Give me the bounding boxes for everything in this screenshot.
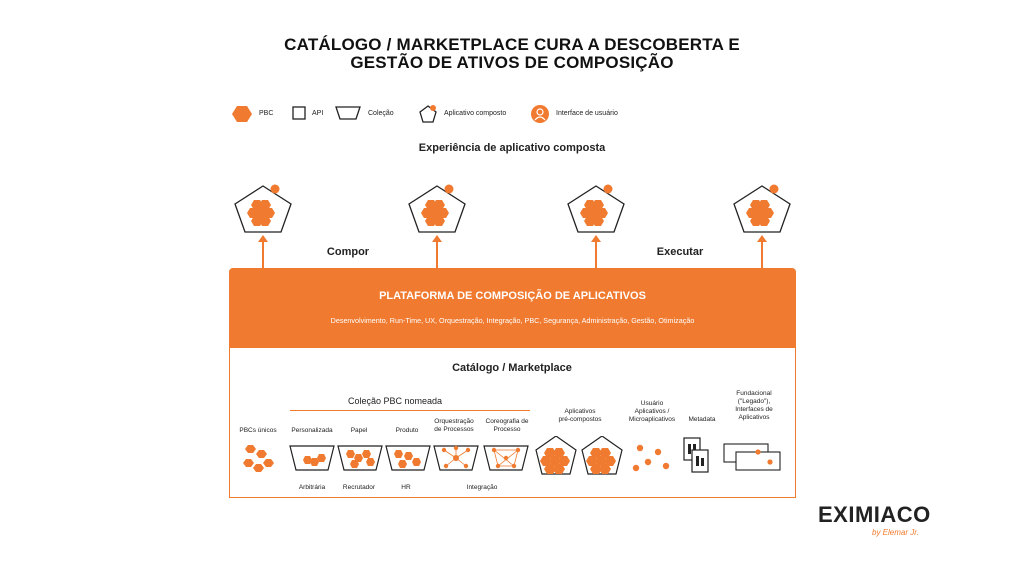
legacy-interfaces <box>724 444 780 470</box>
legend-interface-label: Interface de usuário <box>556 110 618 117</box>
title-line-1: CATÁLOGO / MARKETPLACE CURA A DESCOBERTA E <box>284 35 740 54</box>
legend <box>232 104 652 124</box>
hr-label: HR <box>401 484 411 491</box>
usuario-label <box>620 400 684 424</box>
platform-title: PLATAFORMA DE COMPOSIÇÃO DE APLICATIVOS <box>379 290 646 302</box>
orquestracao-line-1: Orquestração <box>434 418 474 425</box>
orquestracao-line-2: de Processos <box>434 426 474 433</box>
catalog-heading: Catálogo / Marketplace <box>452 362 572 374</box>
orquestracao-collection <box>434 446 478 470</box>
fundacional-line-2: ("Legado"), <box>737 398 771 405</box>
metadata-docs <box>684 438 708 472</box>
platform-subtitle: Desenvolvimento, Run-Time, UX, Orquestração, Integração, PBC, Segurança, Administração, Gestão, Otimização <box>330 316 695 325</box>
personalizada-label: Personalizada <box>291 427 333 434</box>
fundacional-line-4: Aplicativos <box>738 414 770 421</box>
pbc-unicos-hexagons <box>243 445 274 472</box>
title-line-2: GESTÃO DE ATIVOS DE COMPOSIÇÃO <box>350 53 674 72</box>
usuario-line-2: Aplicativos / <box>634 408 670 415</box>
pre-compostos-line-1: Aplicativos <box>564 408 596 415</box>
personalizada-collection <box>290 446 334 470</box>
pbcs-unicos-label: PBCs únicos <box>239 427 277 434</box>
composed-app-3 <box>558 180 634 270</box>
fundacional-line-1: Fundacional <box>736 390 772 397</box>
usuario-line-1: Usuário <box>640 400 664 407</box>
experience-heading: Experiência de aplicativo composta <box>418 142 606 154</box>
compor-label: Compor <box>326 246 370 258</box>
fundacional-line-3: Interfaces de <box>735 406 773 413</box>
papel-label: Papel <box>350 427 368 434</box>
papel-collection <box>338 446 382 470</box>
user-interface-icon <box>530 104 550 124</box>
metadata-label: Metadata <box>688 416 716 423</box>
composed-app-4 <box>724 180 800 270</box>
composed-app-1 <box>225 180 301 270</box>
microapps-user-icons <box>633 445 669 471</box>
colecao-nomeada-label: Coleção PBC nomeada <box>347 396 443 406</box>
coreografia-label <box>478 418 536 434</box>
executar-label: Executar <box>656 246 704 258</box>
orquestracao-label <box>426 418 482 434</box>
produto-label: Produto <box>395 427 419 434</box>
colecao-divider <box>290 410 530 411</box>
pre-compostos-label <box>548 408 612 424</box>
legend-pbc-label: PBC <box>259 110 274 117</box>
recrutador-label: Recrutador <box>342 484 376 491</box>
pbc-hexagon-icon <box>232 105 252 123</box>
usuario-line-3: Microaplicativos <box>628 416 676 423</box>
pre-compostos-apps <box>536 436 622 474</box>
arbitraria-label: Arbitrária <box>298 484 326 491</box>
pre-compostos-line-2: pré-compostos <box>558 416 602 423</box>
catalog-graphics <box>230 436 800 481</box>
brand-logo: EXIMIACO <box>818 502 931 527</box>
integracao-label: Integração <box>466 484 498 491</box>
colecao-trapezoid-icon <box>335 106 361 120</box>
coreografia-collection <box>484 446 528 470</box>
legend-colecao-label: Coleção <box>368 110 394 117</box>
legend-api-label: API <box>312 110 324 117</box>
brand-subtitle: by Elemar Jr. <box>872 528 919 537</box>
aplicativo-pentagon-icon <box>418 104 438 124</box>
legend-aplicativo-label: Aplicativo composto <box>444 110 507 117</box>
coreografia-line-1: Coreografia de <box>485 418 529 425</box>
produto-collection <box>386 446 430 470</box>
fundacional-label <box>722 390 786 422</box>
api-square-icon <box>292 106 306 120</box>
coreografia-line-2: Processo <box>493 426 521 433</box>
platform-band <box>229 268 796 348</box>
composed-app-2 <box>399 180 475 270</box>
